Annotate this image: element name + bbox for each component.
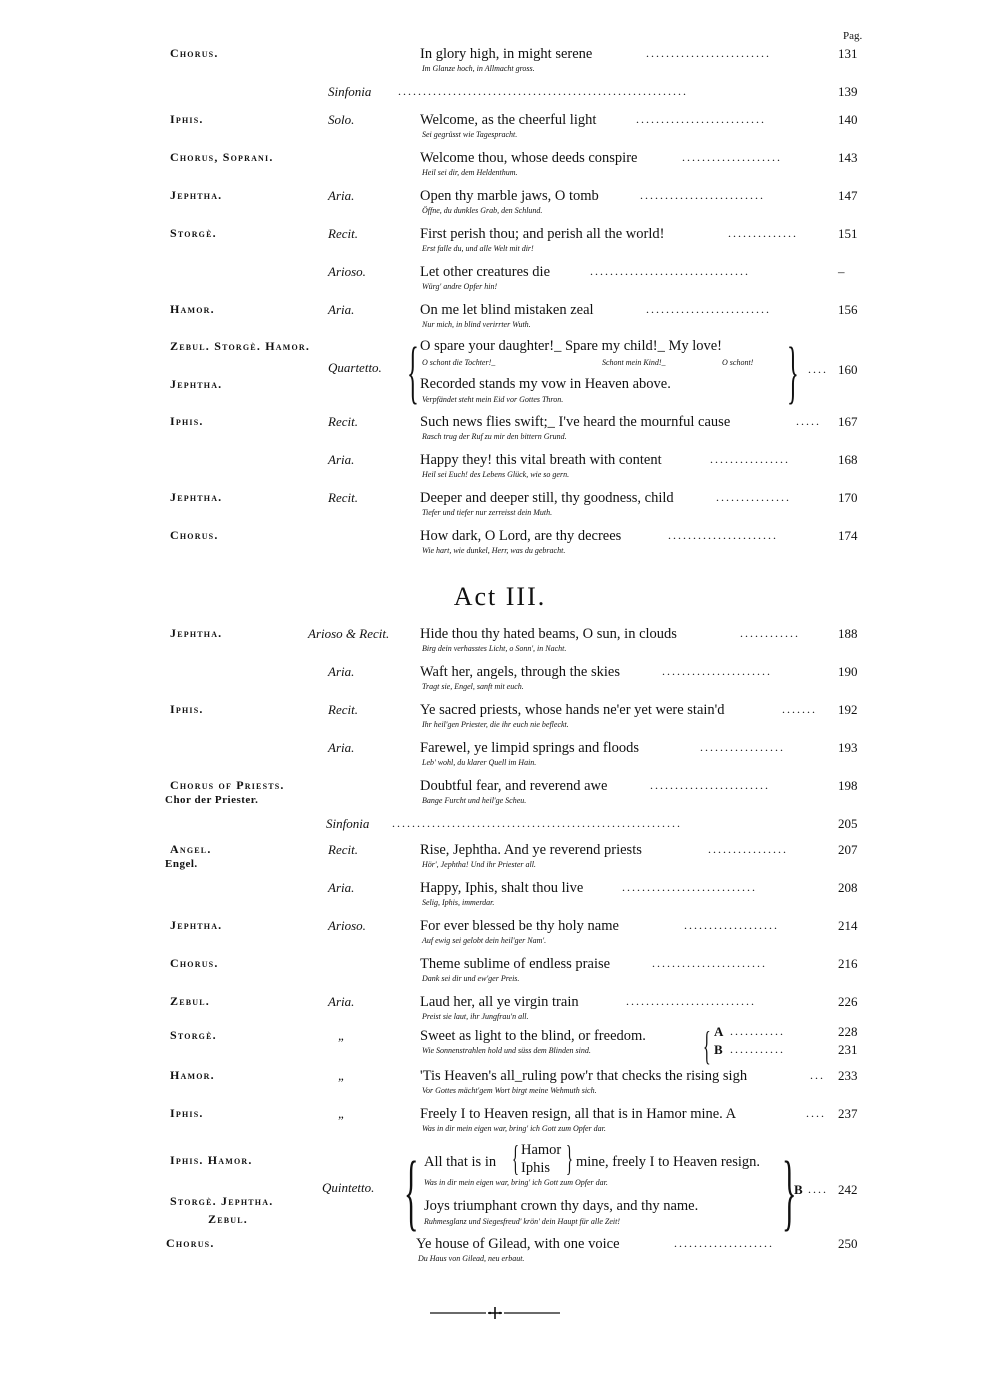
german-title: Öffne, du dunkles Grab, den Schlund. <box>422 206 543 215</box>
german-title: Rasch trug der Ruf zu mir den bittern Grund. <box>422 432 567 441</box>
quartet-line-1: O spare your daughter!_ Spare my child!_ My love! <box>420 338 723 354</box>
german-title: Was in dir mein eigen war, bring' ich Gott zum Opfer dar. <box>422 1124 606 1133</box>
character-name: Jephtha. <box>170 490 223 504</box>
musical-form: Arioso. <box>328 264 366 279</box>
musical-form: Aria. <box>328 880 355 895</box>
page-number: 226 <box>838 994 858 1009</box>
right-brace: } <box>782 1143 797 1239</box>
page-number: 228 <box>838 1024 858 1039</box>
dot-leader: ....... <box>782 702 817 716</box>
right-brace: { <box>703 1023 711 1068</box>
german-title: Ruhmesglanz und Siegesfreud' krön' dein Haupt für alle Zeit! <box>424 1217 620 1226</box>
list-item <box>0 1106 1000 1146</box>
character-name: Chorus. <box>170 528 219 542</box>
number-title: Hide thou thy hated beams, O sun, in clouds <box>420 626 677 642</box>
german-title: Tragt sie, Engel, sanft mit euch. <box>422 682 524 691</box>
german-title: Heil sei Euch! des Lebens Glück, wie so gern. <box>422 470 570 479</box>
left-brace: { <box>407 334 419 411</box>
musical-form: Aria. <box>328 740 355 755</box>
character-name: Zebul. Storgè. Hamor. <box>170 339 311 353</box>
musical-form: Aria. <box>328 452 355 467</box>
musical-form: Recit. <box>328 414 358 429</box>
list-item <box>0 740 1000 780</box>
german-title: Bange Furcht und heil'ge Scheu. <box>422 796 527 805</box>
character-name: Iphis. <box>170 1106 204 1120</box>
musical-form: Recit. <box>328 842 358 857</box>
german-title: Schont mein Kind!_ <box>602 358 666 367</box>
number-title: For ever blessed be thy holy name <box>420 918 619 934</box>
german-title: Du Haus von Gilead, neu erbaut. <box>418 1254 525 1263</box>
character-name-german: Chor der Priester. <box>165 794 259 806</box>
list-item <box>0 414 1000 454</box>
german-title: Im Glanze hoch, in Allmacht gross. <box>422 64 535 73</box>
character-name: Zebul. <box>208 1212 248 1226</box>
page-number: 250 <box>838 1236 858 1251</box>
character-name: Iphis. <box>170 112 204 126</box>
musical-form: Recit. <box>328 490 358 505</box>
dot-leader: .................... <box>674 1236 774 1250</box>
character-name: Chorus. <box>166 1236 215 1250</box>
dot-leader: ........................ <box>650 778 770 792</box>
dot-leader: ....................... <box>652 956 767 970</box>
dot-leader: ................. <box>700 740 785 754</box>
dot-leader: .............. <box>728 226 798 240</box>
german-title: Ihr heil'gen Priester, die ihr euch nie befleckt. <box>422 720 569 729</box>
german-title: Hör', Jephtha! Und ihr Priester all. <box>422 860 536 869</box>
number-title: First perish thou; and perish all the world! <box>420 226 665 242</box>
page-number: 188 <box>838 626 858 641</box>
german-title: O schont! <box>722 358 754 367</box>
page-number: 156 <box>838 302 858 317</box>
list-item <box>0 452 1000 492</box>
character-name: Angel. <box>170 842 212 856</box>
character-name: Storgè. <box>170 1028 217 1042</box>
number-title: Deeper and deeper still, thy goodness, child <box>420 490 674 506</box>
part-b-label: B <box>714 1042 723 1057</box>
page-number: 207 <box>838 842 858 857</box>
dot-leader: .... <box>806 1106 826 1120</box>
page-number: 131 <box>838 46 858 61</box>
list-item <box>0 150 1000 190</box>
list-item <box>0 1236 1000 1276</box>
german-title: Würg' andre Opfer hin! <box>422 282 498 291</box>
number-title: How dark, O Lord, are thy decrees <box>420 528 622 544</box>
musical-form: Quintetto. <box>322 1180 375 1195</box>
german-title: Erst falle du, und alle Welt mit dir! <box>422 244 534 253</box>
musical-form: Recit. <box>328 226 358 241</box>
act-heading: Act III. <box>453 582 547 611</box>
musical-form: Solo. <box>328 112 355 127</box>
part-a-label: A <box>714 1024 724 1039</box>
number-title: Open thy marble jaws, O tomb <box>420 188 599 204</box>
dot-leader: .... <box>808 362 828 376</box>
page-number: 167 <box>838 414 858 429</box>
right-brace: } <box>787 334 799 411</box>
character-name: Chorus. <box>170 956 219 970</box>
character-name: Chorus. <box>170 46 219 60</box>
character-name: Hamor. <box>170 302 215 316</box>
list-item <box>0 302 1000 342</box>
number-title: Farewel, ye limpid springs and floods <box>420 740 640 756</box>
character-name: Jephtha. <box>170 918 223 932</box>
number-title: Rise, Jephtha. And ye reverend priests <box>420 842 642 858</box>
small-left-brace: { <box>512 1138 519 1178</box>
page-number: 231 <box>838 1042 858 1057</box>
dot-leader: ............ <box>740 626 800 640</box>
musical-form: Arioso. <box>328 918 366 933</box>
number-title: Happy, Iphis, shalt thou live <box>420 880 584 896</box>
dot-leader: ................................ <box>590 264 750 278</box>
page-number: 139 <box>838 84 858 99</box>
character-name: Jephtha. <box>170 626 223 640</box>
musical-form: Aria. <box>328 994 355 1009</box>
musical-form: „ <box>338 1106 346 1121</box>
german-title: Preist sie laut, ihr Jungfrau'n all. <box>422 1012 529 1021</box>
character-name: Zebul. <box>170 994 210 1008</box>
page-number: 174 <box>838 528 858 543</box>
character-name: Storgè. <box>170 226 217 240</box>
character-name: Iphis. <box>170 414 204 428</box>
musical-form: Aria. <box>328 188 355 203</box>
character-name: Iphis. Hamor. <box>170 1153 253 1167</box>
dot-leader: ......................... <box>640 188 765 202</box>
dot-leader: ........... <box>730 1042 785 1056</box>
dot-leader: ............... <box>716 490 791 504</box>
dot-leader: .......................... <box>636 112 766 126</box>
character-name: Jephtha. <box>170 377 223 391</box>
quintet-line-2: Joys triumphant crown thy days, and thy name. <box>424 1198 699 1214</box>
german-title: Leb' wohl, du klarer Quell im Hain. <box>422 758 537 767</box>
german-title: Wie Sonnenstrahlen hold und süss dem Blinden sind. <box>422 1046 591 1055</box>
number-title: In glory high, in might serene <box>420 46 593 62</box>
number-title: Doubtful fear, and reverend awe <box>420 778 608 794</box>
german-title: Dank sei dir und ew'ger Preis. <box>422 974 520 983</box>
page-number: 192 <box>838 702 858 717</box>
character-name: Chorus of Priests. <box>170 778 285 792</box>
name-hamor: Hamor <box>521 1142 562 1158</box>
musical-form: Arioso & Recit. <box>308 626 390 641</box>
page-number: 216 <box>838 956 858 971</box>
page-number: 242 <box>838 1182 858 1197</box>
number-title: Welcome, as the cheerful light <box>420 112 597 128</box>
character-name: Hamor. <box>170 1068 215 1082</box>
part-b-label: B <box>794 1182 803 1197</box>
dot-leader: ........................... <box>622 880 757 894</box>
page-number: 168 <box>838 452 858 467</box>
character-name-german: Engel. <box>165 858 198 870</box>
number-title: Sweet as light to the blind, or freedom. <box>420 1028 646 1044</box>
list-item <box>0 264 1000 304</box>
dot-leader: ................... <box>684 918 779 932</box>
musical-form: Quartetto. <box>328 360 382 375</box>
number-title: Freely I to Heaven resign, all that is in Hamor mine. A <box>420 1106 737 1122</box>
quintet-line-1-suffix: mine, freely I to Heaven resign. <box>576 1154 760 1170</box>
musical-form: Aria. <box>328 664 355 679</box>
list-item <box>0 956 1000 996</box>
musical-form: Recit. <box>328 702 358 717</box>
page-number: 237 <box>838 1106 858 1121</box>
dot-leader: ......................... <box>646 46 771 60</box>
page-number: 151 <box>838 226 858 241</box>
list-item <box>0 490 1000 530</box>
german-title: Tiefer und tiefer nur zerreisst dein Muth. <box>422 508 553 517</box>
german-title: Nur mich, in blind verirrter Wuth. <box>422 320 531 329</box>
list-item <box>0 1023 1000 1068</box>
character-name: Chorus, Soprani. <box>170 150 274 164</box>
dot-leader: ......................... <box>646 302 771 316</box>
number-title: On me let blind mistaken zeal <box>420 302 594 318</box>
dot-leader: ................ <box>710 452 790 466</box>
page-number: 147 <box>838 188 858 203</box>
musical-form: Aria. <box>328 302 355 317</box>
list-item <box>0 626 1000 666</box>
page-number: 170 <box>838 490 858 505</box>
number-title: Ye house of Gilead, with one voice <box>416 1236 620 1252</box>
character-name: Storgè. Jephtha. <box>170 1194 274 1208</box>
list-item <box>0 528 1000 568</box>
name-iphis: Iphis <box>521 1160 550 1176</box>
german-title: Selig, Iphis, immerdar. <box>422 898 495 907</box>
dot-leader: ..... <box>796 414 821 428</box>
page-number: 233 <box>838 1068 858 1083</box>
german-title: Was in dir mein eigen war, bring' ich Gott zum Opfer dar. <box>424 1178 608 1187</box>
dot-leader: .......................................................... <box>392 816 682 830</box>
list-item <box>0 702 1000 742</box>
german-title: Heil sei dir, dem Heldenthum. <box>422 168 518 177</box>
dot-leader: .................... <box>682 150 782 164</box>
musical-form: „ <box>338 1028 346 1043</box>
page-number: 160 <box>838 362 858 377</box>
dot-leader: ... <box>810 1068 825 1082</box>
page-number: 208 <box>838 880 858 895</box>
quintet-line-1-prefix: All that is in <box>424 1154 497 1170</box>
number-title: Ye sacred priests, whose hands ne'er yet were stain'd <box>420 702 725 718</box>
german-title: O schont die Tochter!_ <box>422 358 496 367</box>
dot-leader: ...................... <box>662 664 772 678</box>
number-title: Theme sublime of endless praise <box>420 956 611 972</box>
page-number: 205 <box>838 816 858 831</box>
german-title: Wie hart, wie dunkel, Herr, was du gebracht. <box>422 546 566 555</box>
musical-form: Sinfonia <box>326 816 370 831</box>
list-item <box>0 112 1000 152</box>
number-title: Happy they! this vital breath with content <box>420 452 662 468</box>
page-number: 193 <box>838 740 858 755</box>
list-item <box>0 842 1000 882</box>
ornament-divider <box>430 1306 560 1320</box>
german-title: Verpfändet steht mein Eid vor Gottes Thron. <box>422 395 564 404</box>
number-title: 'Tis Heaven's all_ruling pow'r that checks the rising sigh <box>420 1068 748 1084</box>
character-name: Jephtha. <box>170 188 223 202</box>
german-title: Sei gegrüsst wie Tagespracht. <box>422 130 518 139</box>
list-item <box>0 778 1000 818</box>
german-title: Auf ewig sei gelobt dein heil'ger Nam'. <box>422 936 547 945</box>
dot-leader: .......................... <box>626 994 756 1008</box>
number-title: Let other creatures die <box>420 264 551 280</box>
left-brace: { <box>404 1143 419 1239</box>
list-item <box>0 226 1000 266</box>
page-number: 198 <box>838 778 858 793</box>
character-name: Iphis. <box>170 702 204 716</box>
number-title: Such news flies swift;_ I've heard the mournful cause <box>420 414 731 430</box>
musical-form: Sinfonia <box>328 84 372 99</box>
list-item <box>0 664 1000 704</box>
page-number: 190 <box>838 664 858 679</box>
quartet-line-2: Recorded stands my vow in Heaven above. <box>420 376 671 392</box>
page-number: 143 <box>838 150 858 165</box>
list-item <box>0 880 1000 920</box>
list-item <box>0 46 1000 86</box>
number-title: Welcome thou, whose deeds conspire <box>420 150 638 166</box>
page-number: – <box>838 264 845 279</box>
list-item <box>0 1068 1000 1108</box>
page-number: 214 <box>838 918 858 933</box>
number-title: Laud her, all ye virgin train <box>420 994 579 1010</box>
dot-leader: ...................... <box>668 528 778 542</box>
german-title: Vor Gottes mächt'gem Wort birgt meine Wehmuth sich. <box>422 1086 597 1095</box>
dot-leader: ................ <box>708 842 788 856</box>
list-item <box>0 188 1000 228</box>
small-right-brace: } <box>566 1138 573 1178</box>
dot-leader: .... <box>808 1182 828 1196</box>
dot-leader: .......................................................... <box>398 84 688 98</box>
page-number: 140 <box>838 112 858 127</box>
musical-form: „ <box>338 1068 346 1083</box>
german-title: Birg dein verhasstes Licht, o Sonn', in Nacht. <box>422 644 567 653</box>
pag-label: Pag. <box>843 30 863 42</box>
list-item <box>0 918 1000 958</box>
number-title: Waft her, angels, through the skies <box>420 664 620 680</box>
dot-leader: ........... <box>730 1024 785 1038</box>
